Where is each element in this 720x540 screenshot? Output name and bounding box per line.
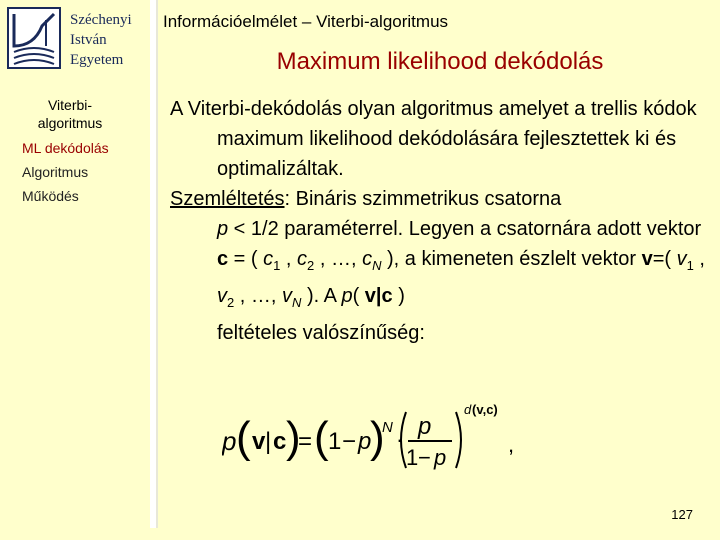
- formula-v: v: [252, 428, 266, 455]
- formula-eq: =: [298, 428, 313, 455]
- formula-paren-close: ): [286, 413, 301, 462]
- formula-bar: |: [265, 428, 272, 455]
- formula-paren-open: (: [236, 413, 251, 462]
- formula-den-p: p: [434, 445, 447, 470]
- nav-item-ml-dekodolas[interactable]: ML dekódolás: [22, 140, 109, 156]
- formula-c: c: [273, 428, 287, 455]
- formula-num-p: p: [418, 413, 432, 440]
- formula-p-2: p: [358, 428, 372, 455]
- slide-title: Maximum likelihood dekódolás: [276, 48, 604, 75]
- formula-dot: ·: [396, 427, 404, 452]
- formula-exp-d: d: [464, 402, 472, 417]
- example-label: Szemléltetés: [170, 188, 285, 210]
- formula-exp-dvc: (v,c): [472, 402, 498, 417]
- logo-line-2: István: [70, 32, 107, 48]
- formula-one: 1: [328, 428, 342, 455]
- formula-paren-close-2: ): [370, 413, 385, 462]
- formula-comma: ,: [508, 432, 515, 457]
- university-name: [70, 10, 132, 70]
- formula-den-1: 1: [406, 445, 419, 470]
- nav-item-algoritmus[interactable]: Algoritmus: [22, 164, 89, 180]
- formula-paren-open-2: (: [314, 413, 329, 462]
- course-title: Információelmélet – Viterbi-algoritmus: [163, 12, 449, 31]
- formula-exp-n: N: [382, 419, 393, 436]
- page-number: 127: [671, 507, 693, 522]
- paragraph-example: Szemléltetés: Bináris szimmetrikus csatorna p < 1/2 paraméterrel. Legyen a csatornára adott vektor c = ( $c_1$ , $c_2$ , …, $c_N$ ), a kimeneten észlelt vektor v=( $v_1$ , $v_2$ , …, $v_N$ ). A p( v|c ) feltételes valószínűség:: [170, 188, 705, 344]
- nav-item-mukodes[interactable]: Működés: [22, 188, 79, 204]
- slide-body: [170, 94, 710, 348]
- paragraph-intro: A Viterbi-dekódolás olyan algoritmus amelyet a trellis kódok maximum likelihood dekódolására fejlesztettek ki és optimalizáltak.: [170, 98, 697, 180]
- formula-big-paren-right: [456, 412, 461, 468]
- probability-formula: [222, 402, 532, 472]
- formula-p: p: [222, 426, 237, 456]
- vertical-divider: [150, 0, 158, 528]
- university-logo-icon: [6, 6, 62, 70]
- logo-line-1: Széchenyi: [70, 12, 132, 28]
- nav-item-viterbi[interactable]: Viterbi- algoritmus: [37, 97, 103, 131]
- formula-minus: −: [342, 428, 357, 455]
- sidebar-nav: [10, 96, 146, 212]
- logo-line-3: Egyetem: [70, 52, 124, 68]
- formula-den-minus: −: [418, 445, 431, 470]
